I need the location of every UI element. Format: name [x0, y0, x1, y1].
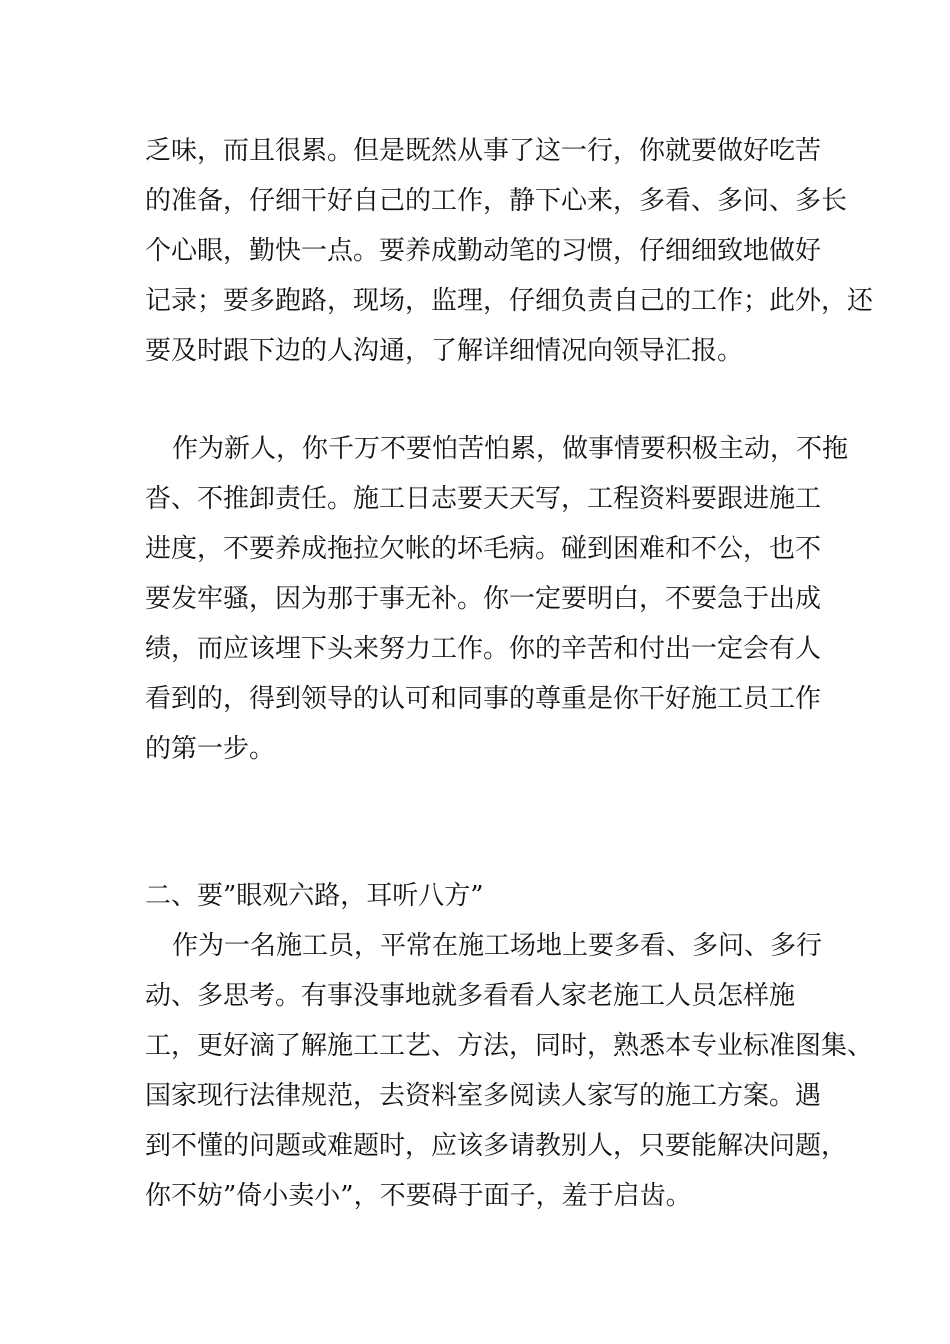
paragraph-1-line-4: 记录；要多跑路，现场，监理，仔细负责自己的工作；此外，还	[145, 286, 874, 316]
paragraph-3-line-1: 作为一名施工员，平常在施工场地上要多看、多问、多行	[172, 931, 823, 961]
paragraph-3-line-6: 你不妨”倚小卖小”，不要碍于面子，羞于启齿。	[145, 1181, 692, 1211]
paragraph-2-line-6: 看到的，得到领导的认可和同事的尊重是你干好施工员工作	[145, 684, 822, 714]
paragraph-2-line-5: 绩，而应该埋下头来努力工作。你的辛苦和付出一定会有人	[145, 634, 822, 664]
paragraph-3-line-3: 工，更好滴了解施工工艺、方法，同时，熟悉本专业标准图集、	[145, 1031, 874, 1061]
paragraph-2-line-1: 作为新人，你千万不要怕苦怕累，做事情要积极主动，不拖	[172, 434, 849, 464]
paragraph-2-line-2: 沓、不推卸责任。施工日志要天天写，工程资料要跟进施工	[145, 484, 822, 514]
section-heading: 二、要”眼观六路，耳听八方”	[145, 881, 484, 911]
paragraph-1-line-3: 个心眼，勤快一点。要养成勤动笔的习惯，仔细细致地做好	[145, 236, 822, 266]
paragraph-3-line-5: 到不懂的问题或难题时，应该多请教别人，只要能解决问题，	[145, 1131, 848, 1161]
paragraph-2-line-3: 进度，不要养成拖拉欠帐的坏毛病。碰到困难和不公，也不	[145, 534, 822, 564]
paragraph-3-line-2: 动、多思考。有事没事地就多看看人家老施工人员怎样施	[145, 981, 796, 1011]
paragraph-1-line-2: 的准备，仔细干好自己的工作，静下心来，多看、多问、多长	[145, 186, 848, 216]
paragraph-1-line-5: 要及时跟下边的人沟通，了解详细情况向领导汇报。	[145, 336, 744, 366]
paragraph-2-line-7: 的第一步。	[145, 734, 276, 764]
paragraph-1-line-1: 乏味，而且很累。但是既然从事了这一行，你就要做好吃苦	[145, 136, 822, 166]
paragraph-2-line-4: 要发牢骚，因为那于事无补。你一定要明白，不要急于出成	[145, 584, 822, 614]
paragraph-3-line-4: 国家现行法律规范，去资料室多阅读人家写的施工方案。遇	[145, 1081, 822, 1111]
